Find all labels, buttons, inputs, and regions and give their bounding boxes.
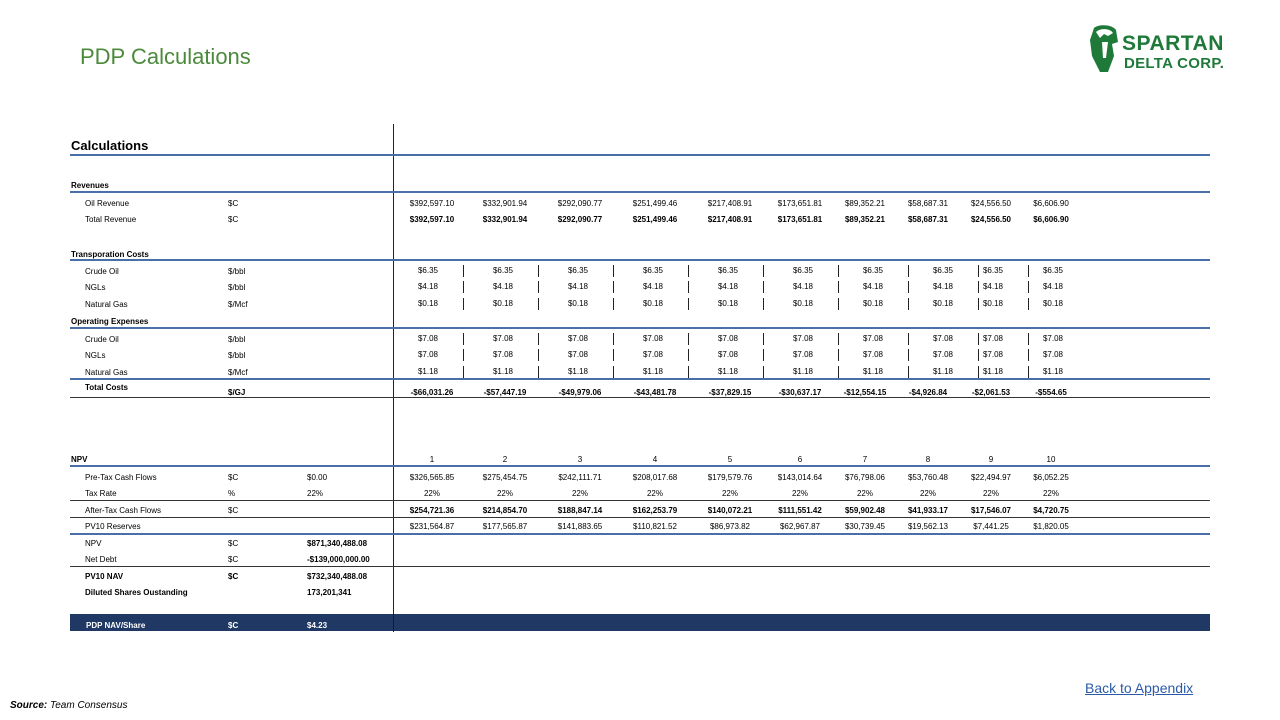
cell: $326,565.85 [409, 473, 455, 482]
cell: $7.08 [908, 333, 979, 345]
row-unit: $C [228, 199, 239, 208]
cell: $1.18 [543, 366, 614, 378]
row-unit: $C [228, 539, 239, 548]
cell: $1.18 [838, 366, 909, 378]
section-label-revenues: Revenues [71, 181, 109, 190]
cell: $392,597.10 [409, 215, 455, 224]
row-base: $0.00 [307, 473, 328, 482]
row-unit: $C [228, 555, 239, 564]
cell: 22% [1042, 489, 1059, 498]
cell: $59,902.48 [844, 506, 886, 515]
cell: $110,821.52 [633, 522, 677, 531]
cell: 22% [791, 489, 808, 498]
cell: $7.08 [393, 349, 464, 361]
row-label: NGLs [85, 283, 106, 292]
cell: $0.18 [468, 298, 539, 310]
row-label: Natural Gas [85, 300, 128, 309]
row-unit: $/bbl [228, 283, 246, 292]
row-unit: $/bbl [228, 267, 246, 276]
cell: $6,606.90 [1033, 199, 1069, 208]
year-label: 6 [797, 455, 803, 464]
net-debt-value: -$139,000,000.00 [307, 555, 370, 564]
cell: $4.18 [468, 281, 539, 293]
cell: $6,606.90 [1033, 215, 1069, 224]
year-label: 10 [1046, 455, 1056, 464]
cell: $254,721.36 [409, 506, 455, 515]
spartan-helmet-icon [1088, 22, 1122, 76]
cell: $0.18 [543, 298, 614, 310]
rule [70, 378, 1210, 380]
cell: $6.35 [468, 265, 539, 277]
calculations-heading: Calculations [71, 138, 149, 153]
cell: $275,454.75 [482, 473, 528, 482]
row-unit: $/bbl [228, 351, 246, 360]
cell: $4.18 [958, 281, 1029, 293]
cell: $217,408.91 [707, 215, 753, 224]
cell: $76,798.06 [844, 473, 886, 482]
cell: $292,090.77 [557, 199, 603, 208]
row-label: Total Revenue [85, 215, 137, 224]
cell: $1,820.05 [1033, 522, 1069, 531]
cell: $141,883.65 [557, 522, 603, 531]
cell: $0.18 [908, 298, 979, 310]
year-label: 1 [429, 455, 435, 464]
pdp-nav-share-label: PDP NAV/Share [86, 621, 146, 630]
cell: $1.18 [768, 366, 839, 378]
cell: $86,973.82 [709, 522, 751, 531]
cell: $7.08 [908, 349, 979, 361]
rule [70, 154, 1210, 156]
cell: -$57,447.19 [483, 388, 527, 397]
cell: 22% [919, 489, 936, 498]
cell: $7.08 [393, 333, 464, 345]
npv-row [70, 537, 1210, 551]
rule [70, 500, 1210, 501]
cell: $4.18 [908, 281, 979, 293]
cell: $19,562.13 [907, 522, 949, 531]
cell: $140,072.21 [707, 506, 753, 515]
cell: $6.35 [543, 265, 614, 277]
table-divider [393, 614, 394, 631]
table-row [70, 520, 1210, 534]
row-unit: $C [228, 473, 239, 482]
cell: $0.18 [1042, 299, 1064, 308]
rule [70, 191, 1210, 193]
cell: -$49,979.06 [558, 388, 602, 397]
year-label: 4 [652, 455, 658, 464]
cell: $30,739.45 [844, 522, 886, 531]
table-row [70, 471, 1210, 485]
section-label-transportation: Transporation Costs [71, 250, 149, 259]
rule [70, 259, 1210, 261]
cell: $7.08 [543, 349, 614, 361]
cell: $7.08 [693, 333, 764, 345]
cell: $58,687.31 [907, 199, 949, 208]
cell: $0.18 [838, 298, 909, 310]
cell: $214,854.70 [482, 506, 528, 515]
cell: 22% [571, 489, 588, 498]
pdp-nav-share-unit: $C [228, 621, 239, 630]
row-unit: $C [228, 572, 239, 581]
cell: $89,352.21 [844, 215, 886, 224]
table-row [70, 504, 1210, 518]
cell: $41,933.17 [907, 506, 949, 515]
table-row [70, 197, 1210, 211]
cell: $62,967.87 [779, 522, 821, 531]
table-row [70, 298, 1210, 312]
cell: $7.08 [693, 349, 764, 361]
cell: $143,014.64 [777, 473, 823, 482]
cell: -$43,481.78 [633, 388, 677, 397]
cell: $231,564.87 [409, 522, 455, 531]
cell: 22% [646, 489, 663, 498]
row-label: PV10 Reserves [85, 522, 141, 531]
table-row [70, 281, 1210, 295]
cell: $1.18 [393, 366, 464, 378]
cell: $1.18 [468, 366, 539, 378]
row-label: PV10 NAV [85, 572, 124, 581]
company-logo [1088, 22, 1238, 78]
cell: $6.35 [693, 265, 764, 277]
cell: $7.08 [618, 333, 689, 345]
cell: $24,556.50 [970, 215, 1012, 224]
page-title: PDP Calculations [80, 44, 251, 69]
cell: $251,499.46 [632, 215, 678, 224]
cell: $251,499.46 [632, 199, 678, 208]
cell: $1.18 [693, 366, 764, 378]
cell: $6.35 [958, 265, 1029, 277]
cell: -$30,637.17 [778, 388, 822, 397]
pdp-nav-share-value: $4.23 [307, 621, 328, 630]
cell: $177,565.87 [482, 522, 528, 531]
cell: $1.18 [1042, 367, 1064, 376]
row-label: NPV [85, 539, 102, 548]
year-label: 3 [577, 455, 583, 464]
cell: $6.35 [838, 265, 909, 277]
section-label-operating: Operating Expenses [71, 317, 149, 326]
cell: $1.18 [958, 366, 1029, 378]
cell: $7.08 [838, 349, 909, 361]
cell: $4.18 [393, 281, 464, 293]
logo-line2: DELTA CORP. [1124, 55, 1225, 72]
cell: $89,352.21 [844, 199, 886, 208]
rule [70, 397, 1210, 398]
row-label: Tax Rate [85, 489, 117, 498]
cell: -$12,554.15 [843, 388, 887, 397]
cell: $17,546.07 [970, 506, 1012, 515]
year-label: 2 [502, 455, 508, 464]
cell: -$2,061.53 [971, 388, 1011, 397]
cell: $6.35 [768, 265, 839, 277]
cell: $7.08 [1042, 334, 1064, 343]
row-label: Pre-Tax Cash Flows [85, 473, 157, 482]
cell: $22,494.97 [970, 473, 1012, 482]
cell: 22% [982, 489, 999, 498]
cell: $1.18 [618, 366, 689, 378]
row-label: Crude Oil [85, 335, 119, 344]
cell: $173,651.81 [777, 215, 823, 224]
row-label: After-Tax Cash Flows [85, 506, 162, 515]
cell: $292,090.77 [557, 215, 603, 224]
row-label: Net Debt [85, 555, 117, 564]
cell: $162,253.79 [632, 506, 678, 515]
pv10-nav-value: $732,340,488.08 [307, 572, 368, 581]
row-unit: $/bbl [228, 335, 246, 344]
row-label: Oil Revenue [85, 199, 130, 208]
row-unit: $/Mcf [228, 300, 248, 309]
table-row [70, 213, 1210, 227]
cell: $0.18 [618, 298, 689, 310]
cell: $6.35 [908, 265, 979, 277]
cell: $332,901.94 [482, 215, 528, 224]
cell: 22% [423, 489, 440, 498]
cell: $7.08 [958, 333, 1029, 345]
cell: $7.08 [468, 333, 539, 345]
cell: $332,901.94 [482, 199, 528, 208]
row-unit: $C [228, 506, 239, 515]
logo-line1: SPARTAN [1122, 32, 1224, 55]
cell: $242,111.71 [558, 473, 602, 482]
cell: $392,597.10 [409, 199, 455, 208]
table-row [70, 265, 1210, 279]
year-label: 5 [727, 455, 733, 464]
cell: $0.18 [693, 298, 764, 310]
cell: -$554.65 [1035, 388, 1067, 397]
cell: $4.18 [1042, 282, 1064, 291]
cell: $0.18 [393, 298, 464, 310]
pdp-nav-share-bar [70, 614, 1210, 631]
table-row [70, 349, 1210, 363]
cell: $6.35 [618, 265, 689, 277]
pv10-nav-row [70, 570, 1210, 584]
cell: $0.18 [958, 298, 1029, 310]
cell: $4,720.75 [1033, 506, 1069, 515]
cell: $217,408.91 [707, 199, 753, 208]
rule [70, 327, 1210, 329]
table-row [70, 333, 1210, 347]
cell: $7.08 [618, 349, 689, 361]
rule [70, 533, 1210, 535]
source-note [10, 700, 127, 711]
cell: $111,551.42 [778, 506, 822, 515]
rule [70, 566, 1210, 567]
cell: $7.08 [838, 333, 909, 345]
cell: $4.18 [768, 281, 839, 293]
year-label: 9 [988, 455, 994, 464]
cell: $24,556.50 [970, 199, 1012, 208]
row-unit: $/Mcf [228, 368, 248, 377]
rule [70, 517, 1210, 518]
cell: $6.35 [393, 265, 464, 277]
cell: $173,651.81 [777, 199, 823, 208]
year-label: 8 [925, 455, 931, 464]
row-label: Total Costs [85, 383, 128, 392]
cell: $4.18 [618, 281, 689, 293]
cell: $7.08 [1042, 350, 1064, 359]
cell: $7.08 [768, 333, 839, 345]
row-label: Crude Oil [85, 267, 119, 276]
source-label: Source: [10, 700, 48, 711]
cell: $208,017.68 [632, 473, 678, 482]
source-text: Team Consensus [50, 700, 128, 711]
row-label: Diluted Shares Oustanding [85, 588, 188, 597]
cell: 22% [856, 489, 873, 498]
npv-value: $871,340,488.08 [307, 539, 368, 548]
cell: -$37,829.15 [708, 388, 752, 397]
net-debt-row [70, 553, 1210, 567]
cell: $1.18 [908, 366, 979, 378]
cell: $7.08 [768, 349, 839, 361]
year-label: 7 [862, 455, 868, 464]
section-label-npv: NPV [71, 455, 88, 464]
cell: 22% [496, 489, 513, 498]
cell: $53,760.48 [907, 473, 949, 482]
cell: $4.18 [543, 281, 614, 293]
back-to-appendix-link[interactable]: Back to Appendix [1085, 680, 1194, 696]
cell: $7.08 [543, 333, 614, 345]
cell: $179,579.76 [707, 473, 753, 482]
cell: $58,687.31 [907, 215, 949, 224]
row-base: 22% [307, 489, 324, 498]
cell: $0.18 [768, 298, 839, 310]
row-unit: $C [228, 215, 239, 224]
rule [70, 465, 1210, 467]
cell: -$4,926.84 [908, 388, 948, 397]
cell: $7.08 [468, 349, 539, 361]
diluted-shares-value: 173,201,341 [307, 588, 352, 597]
row-label: NGLs [85, 351, 106, 360]
row-label: Natural Gas [85, 368, 128, 377]
cell: $7,441.25 [973, 522, 1009, 531]
diluted-shares-row [70, 586, 1210, 600]
cell: 22% [721, 489, 738, 498]
cell: $4.18 [693, 281, 764, 293]
cell: -$66,031.26 [410, 388, 454, 397]
table-row [70, 487, 1210, 501]
cell: $188,847.14 [557, 506, 603, 515]
cell: $6.35 [1042, 266, 1064, 275]
cell: $7.08 [958, 349, 1029, 361]
row-unit: % [228, 489, 236, 498]
cell: $4.18 [838, 281, 909, 293]
cell: $6,052.25 [1033, 473, 1069, 482]
row-unit: $/GJ [228, 388, 246, 397]
